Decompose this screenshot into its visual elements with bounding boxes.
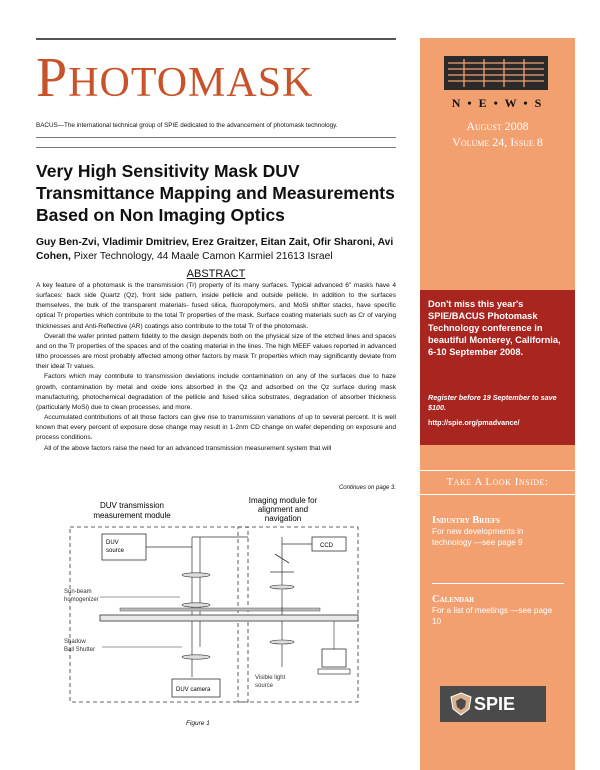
masthead-rest: HOTOMASK bbox=[68, 60, 314, 106]
abstract-paragraph: Overall the wafer printed pattern fidelity to the design depends both on the physical size of the etched lines and spaces and on the Tr properties of the spaces and of the coating material in the lines. The high MEEF values reported in advanced litho processes are most probably affected among other factors by mask Tr properties which may significantly deviate from their ideal Tr values. bbox=[36, 332, 396, 371]
figure-white-light-label-1: Visible light bbox=[255, 675, 286, 681]
continued-note: Continues on page 3. bbox=[338, 485, 396, 491]
figure-white-light-label-2: source bbox=[255, 683, 274, 689]
issue-month: August 2008 bbox=[466, 119, 529, 133]
abstract-paragraph: Accumulated contributions of all those factors can give rise to transmission variations of up to several percent. It is well known that every percent of exposure dose change may result in 1-2nm CD change on wafer depending on exposure and process conditions. bbox=[36, 414, 396, 442]
figure-label-right-2: alignment and bbox=[257, 505, 309, 514]
figure-label-right-3: navigation bbox=[264, 514, 302, 523]
figure-lens bbox=[270, 585, 294, 589]
abstract-paragraph: All of the above factors raise the need for an advanced transmission measurement system that will bbox=[44, 444, 332, 452]
figure-shutter-label-1: Shadow bbox=[64, 639, 86, 645]
figure-label-left-1: DUV transmission bbox=[99, 501, 165, 510]
figure-duv-camera-label: DUV camera bbox=[176, 687, 211, 693]
figure-lens bbox=[270, 640, 294, 644]
figure-lens bbox=[182, 603, 210, 607]
inside-item-heading: Calendar bbox=[432, 594, 475, 605]
inside-item-body: For a list of meetings —see page 10 bbox=[432, 606, 553, 626]
figure-lens bbox=[182, 573, 210, 577]
promo-text: Don't miss this year's SPIE/BACUS Photomask Technology conference in beautiful Monterey, California, 6-10 September 2008. bbox=[428, 299, 561, 357]
inside-heading: Take A Look Inside: bbox=[446, 476, 549, 488]
inside-item-calendar[interactable] bbox=[432, 594, 562, 627]
figure-duv-source bbox=[102, 534, 146, 560]
inside-bottom-rule bbox=[420, 494, 575, 495]
masthead-top-rule bbox=[36, 38, 396, 40]
inside-item-industry-briefs[interactable] bbox=[432, 515, 562, 548]
abstract-paragraph: Factors which may contribute to transmission deviations include contamination on any of the surfaces due to haze growth, contamination by metal and oxide ions absorbed in the Qz and adsorbed on the Qz surface during mask manufacturing, photochemical degradation of the pellicle and fused silica substrates, degradation of absorber thickness (particularly MoSi) due to clean processes, and more. bbox=[36, 373, 396, 411]
author-affiliation: Pixer Technology, 44 Maale Camon Karmiel 21613 Israel bbox=[70, 251, 333, 262]
figure-label-right-1: Imaging module for bbox=[248, 497, 318, 505]
abstract-heading: ABSTRACT bbox=[186, 268, 246, 280]
figure-lens bbox=[182, 655, 210, 659]
figure-shutter-label-2: Ball Shutter bbox=[64, 647, 96, 653]
inside-item-heading: Industry Briefs bbox=[432, 515, 500, 526]
figure-duv-source-label-2: source bbox=[106, 548, 125, 554]
promo-register: Register before 19 September to save $100. bbox=[428, 393, 557, 412]
spie-logo-text: SPIE bbox=[474, 694, 516, 714]
figure-ccd-label: CCD bbox=[320, 543, 333, 549]
figure-sunbeam-label-1: Sun-beam bbox=[64, 589, 92, 595]
figure-left-module-box bbox=[70, 527, 248, 702]
figure-label-left-2: measurement module bbox=[93, 511, 171, 520]
issue-volume: Volume 24, Issue 8 bbox=[452, 135, 543, 149]
abstract-paragraph: A key feature of a photomask is the transmission (Tr) property of its many surfaces. Typical advanced 6" masks have 4 surfaces: back side Quartz (Qz), front side pattern, inside pellicle and outside pellicle. In addition to the surfaces themselves, the bulk of the transparent materials- fused silica, fluoropolymers, and MoSi shifter stacks, have specific optical Tr properties which contribute to the total Tr properties of the mask. Surface coating materials such as Cr of varying thicknesses and Anti-Reflective (AR) coatings also contribute to the total Tr of the photomask. bbox=[36, 282, 396, 330]
issue-date bbox=[420, 118, 575, 150]
figure-computer-monitor bbox=[322, 649, 346, 667]
title-rule bbox=[36, 147, 396, 148]
inside-item-body: For new developments in technology —see page 9 bbox=[432, 527, 524, 547]
article-authors bbox=[36, 236, 401, 264]
promo-link[interactable]: http://spie.org/pmadvance/ bbox=[428, 418, 520, 427]
bacus-logo bbox=[444, 56, 548, 90]
figure-pellicle bbox=[120, 608, 320, 611]
masthead-initial: P bbox=[36, 47, 69, 109]
figure-diagram bbox=[60, 497, 405, 712]
masthead-title bbox=[36, 47, 314, 111]
masthead-tagline: BACUS—The international technical group of SPIE dedicated to the advancement of photomask technology. bbox=[36, 122, 338, 129]
newsletter-news-label: N • E • W • S bbox=[451, 96, 544, 110]
inside-separator bbox=[432, 583, 564, 584]
figure-computer-keyboard bbox=[318, 669, 350, 674]
article-title: Very High Sensitivity Mask DUV Transmittance Mapping and Measurements Based on Non Imaging Optics bbox=[36, 161, 395, 225]
inside-top-rule bbox=[420, 470, 575, 471]
figure-caption: Figure 1 bbox=[186, 720, 210, 727]
spie-emblem-icon bbox=[448, 691, 474, 717]
abstract-body bbox=[36, 281, 396, 454]
figure-duv-source-label-1: DUV bbox=[106, 540, 119, 546]
figure-mask-plate bbox=[100, 615, 358, 621]
masthead-bottom-rule bbox=[36, 137, 396, 138]
figure-sunbeam-label-2: homogenizer bbox=[64, 597, 99, 603]
author-names: Guy Ben-Zvi, Vladimir Dmitriev, Erez Graitzer, Eitan Zait, Ofir Sharoni, Avi Cohen, bbox=[36, 237, 394, 262]
